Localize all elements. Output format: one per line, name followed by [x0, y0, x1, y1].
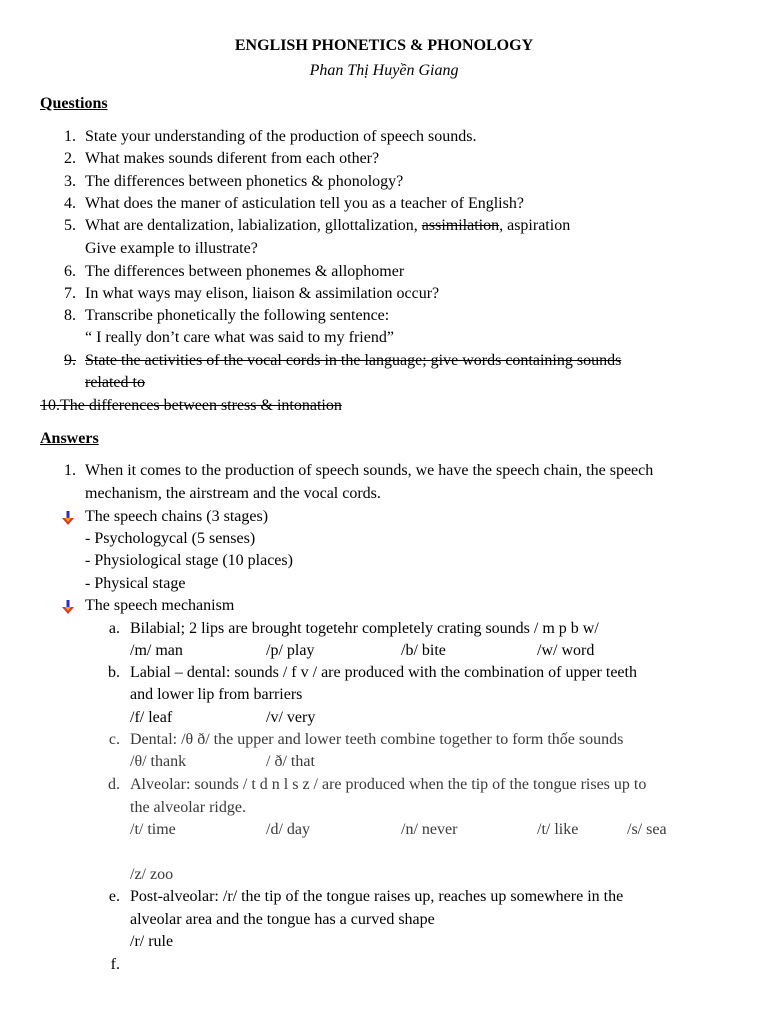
example-word: /t/ like [537, 821, 579, 838]
example-word: /s/ sea [627, 821, 667, 838]
speech-mechanism-title: The speech mechanism [85, 597, 235, 614]
question-text-struck: State the activities of the vocal cords in the language; give words containing sounds [85, 352, 622, 369]
example-word: /m/ man [130, 642, 183, 659]
question-text: What makes sounds diferent from each other? [85, 150, 380, 167]
question-number: 4. [64, 195, 76, 212]
example-word: /w/ word [537, 642, 595, 659]
question-number: 7. [64, 285, 76, 302]
example-word: / ð/ that [266, 753, 315, 770]
question-text-continuation: related to [85, 374, 145, 391]
question-text: In what ways may elison, liaison & assimilation occur? [85, 285, 440, 302]
speech-chains-title: The speech chains (3 stages) [85, 508, 269, 525]
arrow-down-bullet-icon [62, 510, 74, 526]
question-text: State your understanding of the production of speech sounds. [85, 128, 477, 145]
question-text: The differences between stress & intonation [60, 397, 342, 414]
question-number: 8. [64, 307, 76, 324]
sub-item-letter: c. [108, 731, 120, 748]
post-alveolar-description-continuation: alveolar area and the tongue has a curved shape [130, 911, 435, 928]
alveolar-description-continuation: the alveolar ridge. [130, 799, 246, 816]
question-number: 2. [64, 150, 76, 167]
question-number: 9. [64, 352, 76, 369]
question-item-struck [40, 396, 342, 416]
question-text: The differences between phonetics & phonology? [85, 173, 404, 190]
sub-item-letter: d. [108, 776, 120, 793]
arrow-down-bullet-icon [62, 599, 74, 615]
answers-heading: Answers [40, 430, 99, 447]
speech-chain-stage: - Physical stage [85, 575, 186, 592]
example-word: /d/ day [266, 821, 310, 838]
example-word: /b/ bite [401, 642, 446, 659]
question-text: What does the maner of asticulation tell you as a teacher of English? [85, 195, 524, 212]
questions-heading: Questions [40, 95, 108, 112]
question-number: 3. [64, 173, 76, 190]
document-title: ENGLISH PHONETICS & PHONOLOGY [234, 37, 534, 54]
sub-item-letter: f. [110, 956, 120, 973]
example-word: /n/ never [401, 821, 458, 838]
question-text: Transcribe phonetically the following sentence: [85, 307, 390, 324]
sub-item-letter: a. [108, 620, 120, 637]
question-number: 10. [40, 397, 60, 414]
dental-description: Dental: /θ ð/ the upper and lower teeth combine together to form thốe sounds [130, 731, 624, 748]
sub-item-letter: e. [108, 888, 120, 905]
answer-text-continuation: mechanism, the airstream and the vocal cords. [85, 485, 381, 502]
question-number: 1. [64, 128, 76, 145]
answer-number: 1. [64, 462, 76, 479]
post-alveolar-description: Post-alveolar: /r/ the tip of the tongue raises up, reaches up somewhere in the [130, 888, 624, 905]
answer-text: When it comes to the production of speech sounds, we have the speech chain, the speech [85, 462, 654, 479]
document-author: Phan Thị Huyền Giang [309, 62, 459, 79]
question-text-part: , aspiration [499, 217, 571, 234]
alveolar-description: Alveolar: sounds / t d n l s z / are produced when the tip of the tongue rises up to [130, 776, 647, 793]
example-word: /θ/ thank [130, 753, 187, 770]
question-number: 6. [64, 263, 76, 280]
example-word: /f/ leaf [130, 709, 173, 726]
question-text-part: What are dentalization, labialization, gllottalization, [85, 217, 422, 234]
speech-chain-stage: - Psychologycal (5 senses) [85, 530, 256, 547]
question-text-continuation: “ I really don’t care what was said to my friend” [85, 329, 394, 346]
labiodental-description: Labial – dental: sounds / f v / are produced with the combination of upper teeth [130, 664, 637, 681]
bilabial-description: Bilabial; 2 lips are brought togetehr completely crating sounds / m p b w/ [130, 620, 599, 637]
question-text [85, 216, 570, 236]
example-word: /t/ time [130, 821, 176, 838]
question-text: The differences between phonemes & allophomer [85, 263, 405, 280]
labiodental-description-continuation: and lower lip from barriers [130, 686, 303, 703]
question-text-continuation: Give example to illustrate? [85, 240, 258, 257]
example-word: /z/ zoo [130, 866, 174, 883]
struck-word: assimilation [421, 217, 500, 234]
question-number: 5. [64, 217, 76, 234]
sub-item-letter: b. [108, 664, 120, 681]
speech-chain-stage: - Physiological stage (10 places) [85, 552, 293, 569]
example-word: /r/ rule [130, 933, 174, 950]
example-word: /p/ play [266, 642, 315, 659]
example-word: /v/ very [266, 709, 316, 726]
